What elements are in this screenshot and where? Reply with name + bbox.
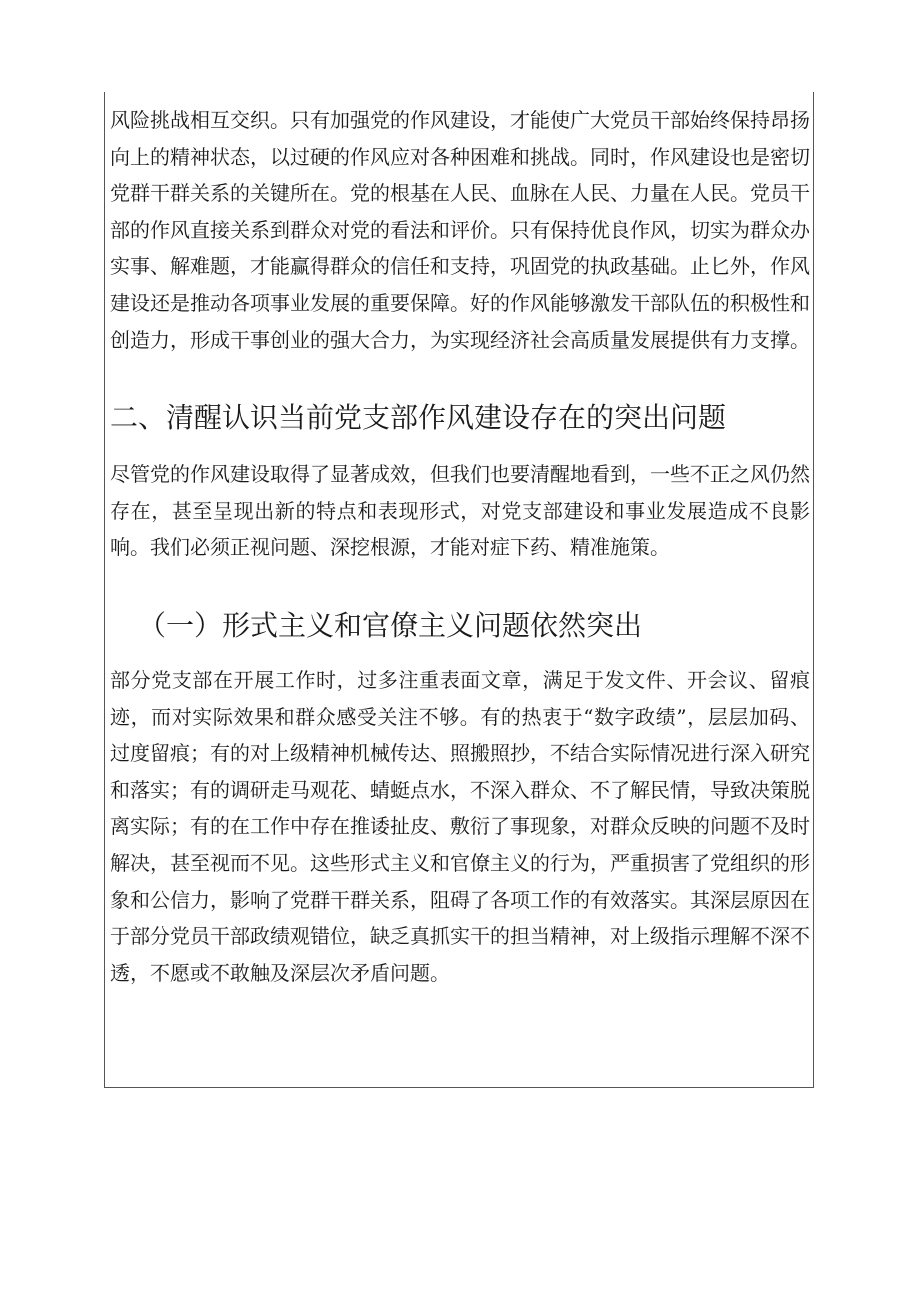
subsection-1-paragraph: 部分党支部在开展工作时，过多注重表面文章，满足于发文件、开会议、留痕迹，而对实际效果和群众感受关注不够。有的热衷于“数字政绩”，层层加码、过度留痕；有的对上级精神机械传达、照搬照抄，不结合实际情况进行深入研究和落实；有的调研走马观花、蜻蜓点水，不深入群众、不了解民情，导致决策脱离实际；有的在工作中存在推诿扯皮、敷衍了事现象，对群众反映的问题不及时解决，甚至视而不见。这些形式主义和官僚主义的行为，严重损害了党组织的形象和公信力，影响了党群干群关系，阻碍了各项工作的有效落实。其深层原因在于部分党员干部政绩观错位，缺乏真抓实干的担当精神，对上级指示理解不深不透，不愿或不敢触及深层次矛盾问题。 — [110, 667, 810, 985]
paragraph-intro: 风险挑战相互交织。只有加强党的作风建设，才能使广大党员干部始终保持昂扬向上的精神状态，以过硬的作风应对各种困难和挑战。同时，作风建设也是密切党群干群关系的关键所在。党的根基在人民、血脉在人民、力量在人民。党员干部的作风直接关系到群众对党的看法和评价。只有保持优良作风，切实为群众办实事、解难题，才能赢得群众的信任和支持，巩固党的执政基础。止匕外，作风建设还是推动各项事业发展的重要保障。好的作风能够激发干部队伍的积极性和创造力，形成干事创业的强大合力，为实现经济社会高质量发展提供有力支撑。 — [110, 108, 810, 352]
section-2-paragraph: 尽管党的作风建设取得了显著成效，但我们也要清醒地看到，一些不正之风仍然存在，甚至呈现出新的特点和表现形式，对党支部建设和事业发展造成不良影响。我们必须正视问题、深挖根源，才能对症下药、精准施策。 — [110, 462, 810, 560]
subsection-1-heading: （一）形式主义和官僚主义问题依然突出 — [138, 608, 643, 642]
document-body — [110, 102, 810, 991]
section-2-heading: 二、清醒认识当前党支部作风建设存在的突出问题 — [110, 401, 727, 435]
